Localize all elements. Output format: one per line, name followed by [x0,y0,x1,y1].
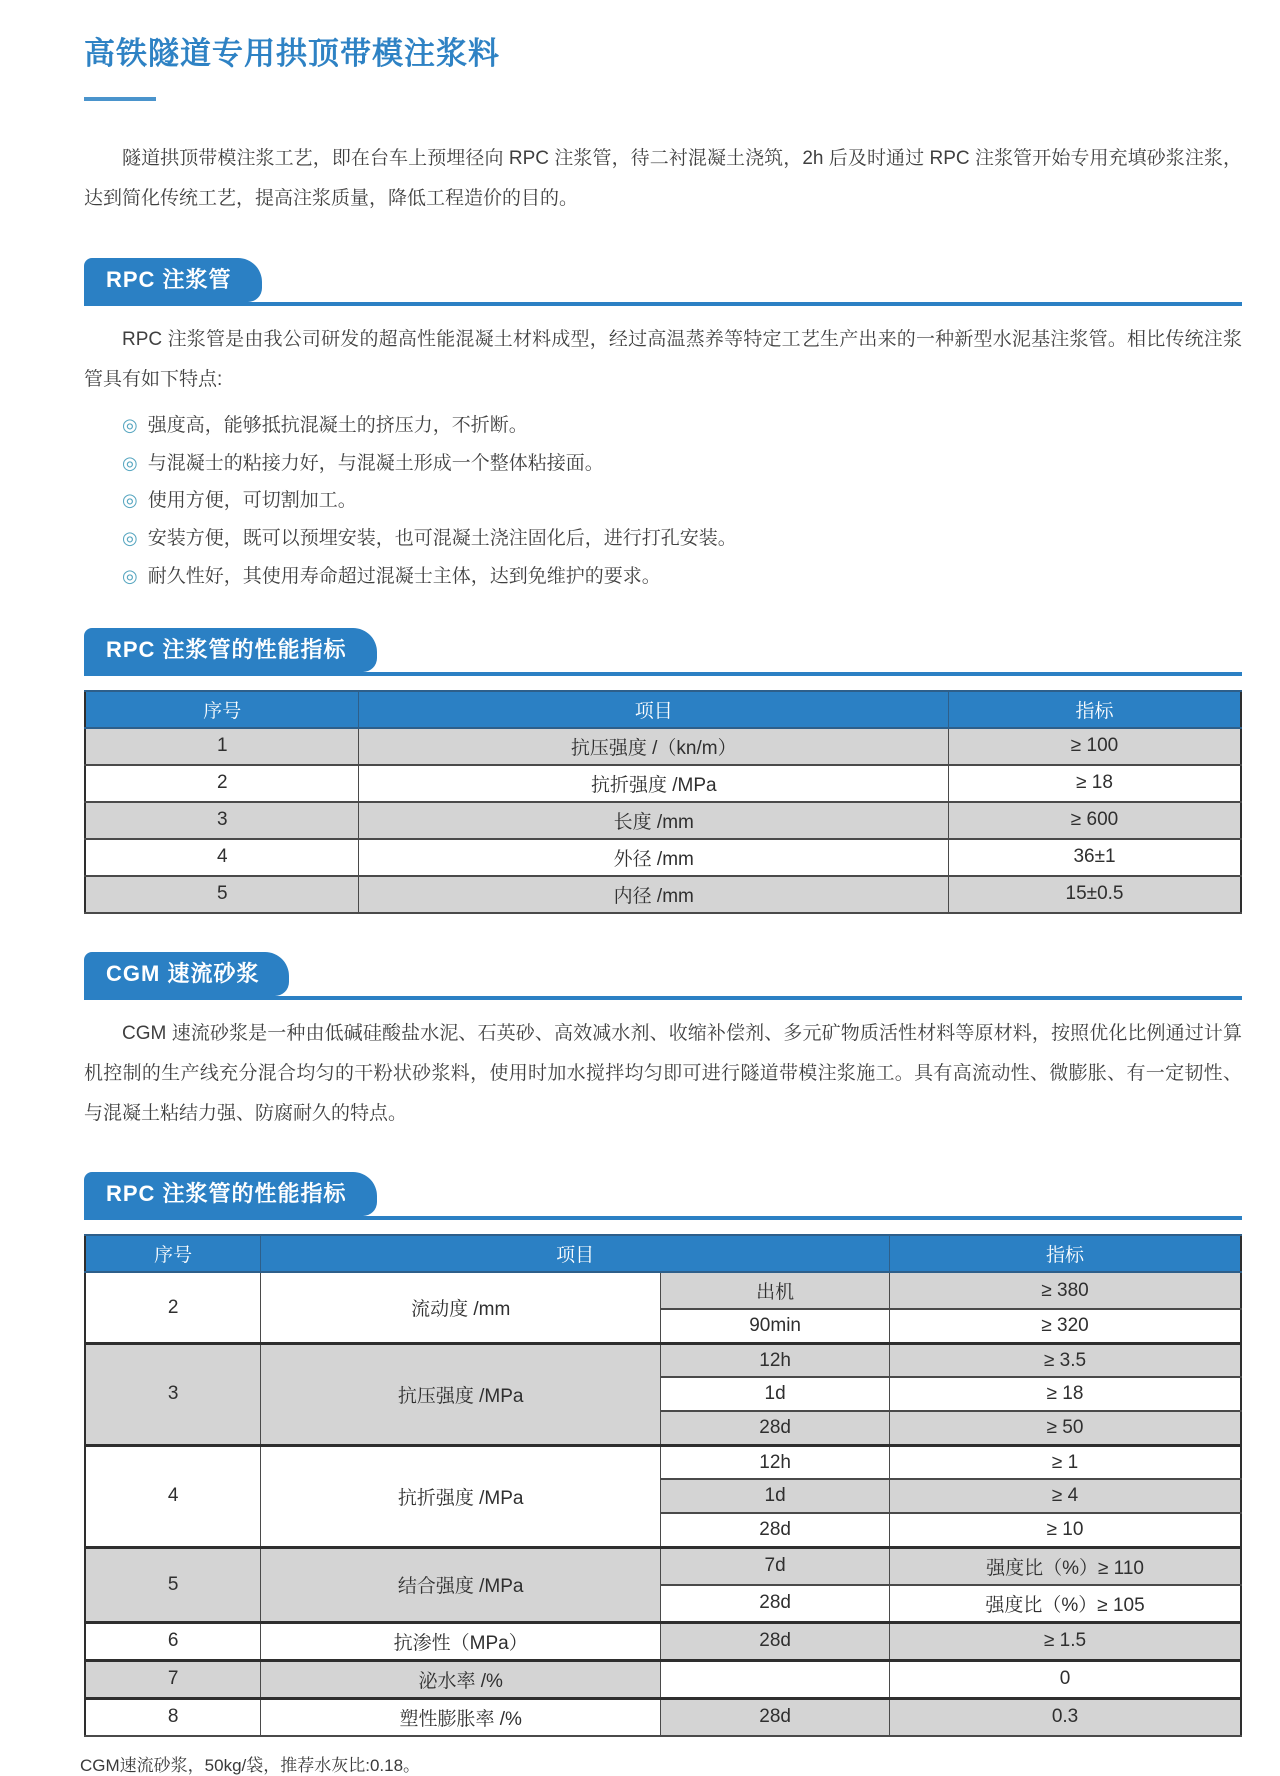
section-head-rpc-table [84,628,1242,676]
header-cell-value: 指标 [949,691,1241,728]
cell-age: 28d [661,1513,890,1547]
cell-age: 出机 [661,1272,890,1309]
cell-no: 5 [85,1547,261,1622]
cell-value: ≥ 100 [949,728,1241,765]
feature-text: 使用方便，可切割加工。 [147,490,357,512]
cell-value: ≥ 10 [890,1513,1241,1547]
section-banner-cgm: CGM 速流砂浆 [84,952,289,996]
cell-no: 1 [85,728,359,765]
table-header-row [85,1235,1241,1272]
cgm-description: CGM 速流砂浆是一种由低碱硅酸盐水泥、石英砂、高效减水剂、收缩补偿剂、多元矿物质活性材料等原材料，按照优化比例通过计算机控制的生产线充分混合均匀的干粉状砂浆料，使用时加水搅拌均匀即可进行隧道带模注浆施工。具有高流动性、微膨胀、有一定韧性、与混凝土粘结力强、防腐耐久的特点。 [84,1022,1242,1125]
header-cell-item: 项目 [261,1235,890,1272]
cell-value: ≥ 380 [890,1272,1241,1309]
table-row [85,802,1241,839]
cell-item: 抗折强度 /MPa [261,1445,661,1547]
table-row [85,728,1241,765]
cell-age: 28d [661,1622,890,1660]
section-banner-cgm-table: RPC 注浆管的性能指标 [84,1172,377,1216]
cell-no: 8 [85,1698,261,1736]
cell-value: ≥ 320 [890,1309,1241,1343]
cell-age: 90min [661,1309,890,1343]
cell-age: 7d [661,1547,890,1585]
table-header-row [85,691,1241,728]
table-row [85,1445,1241,1479]
cell-item: 抗压强度 /（kn/m） [359,728,949,765]
section-head-cgm-table [84,1172,1242,1220]
cell-no: 6 [85,1622,261,1660]
intro-paragraph: 隧道拱顶带模注浆工艺，即在台车上预埋径向 RPC 注浆管，待二衬混凝土浇筑，2h 后及时通过 RPC 注浆管开始专用充填砂浆注浆，达到简化传统工艺，提高注浆质量，降低工程造价的目的。 [84,148,1242,210]
table-row [85,1272,1241,1309]
feature-text: 安装方便，既可以预埋安装，也可混凝土浇注固化后，进行打孔安装。 [147,528,737,550]
cell-value: ≥ 600 [949,802,1241,839]
cell-age: 28d [661,1698,890,1736]
section-banner-rpc-table: RPC 注浆管的性能指标 [84,628,377,672]
cell-value: ≥ 1.5 [890,1622,1241,1660]
table-row [85,1622,1241,1660]
cell-value: 0.3 [890,1698,1241,1736]
title-underline [84,97,156,101]
cell-value: 0 [890,1660,1241,1698]
cell-no: 7 [85,1660,261,1698]
section-head-cgm [84,952,1242,1000]
cell-value: 强度比（%）≥ 105 [890,1585,1241,1623]
table-row [85,1698,1241,1736]
section-head-rpc-pipe [84,258,1242,306]
bullet-icon: ◎ [122,452,138,473]
page-title: 高铁隧道专用拱顶带模注浆料 [84,36,500,71]
table-row [85,765,1241,802]
cell-value: ≥ 1 [890,1445,1241,1479]
cell-item: 内径 /mm [359,876,949,913]
feature-item [122,565,1242,590]
cgm-performance-table [84,1234,1242,1737]
feature-item [122,414,1242,439]
feature-text: 强度高，能够抵抗混凝土的挤压力，不折断。 [147,415,528,437]
rpc-performance-table [84,690,1242,914]
feature-list [122,414,1242,589]
table-row [85,839,1241,876]
cell-value: ≥ 3.5 [890,1343,1241,1377]
cell-no: 5 [85,876,359,913]
cell-value: ≥ 50 [890,1411,1241,1445]
cell-age: 12h [661,1343,890,1377]
table-row [85,1343,1241,1377]
header-cell-no: 序号 [85,1235,261,1272]
cell-age [661,1660,890,1698]
header-cell-value: 指标 [890,1235,1241,1272]
feature-item [122,527,1242,552]
bullet-icon: ◎ [122,415,138,436]
cell-value: 15±0.5 [949,876,1241,913]
cell-item: 抗折强度 /MPa [359,765,949,802]
bullet-icon: ◎ [122,490,138,511]
cell-age: 1d [661,1479,890,1513]
cell-age: 12h [661,1445,890,1479]
feature-item [122,452,1242,477]
cell-value: ≥ 18 [890,1377,1241,1411]
rpc-description: RPC 注浆管是由我公司研发的超高性能混凝土材料成型，经过高温蒸养等特定工艺生产出来的一种新型水泥基注浆管。相比传统注浆管具有如下特点: [84,328,1242,390]
cell-value: 强度比（%）≥ 110 [890,1547,1241,1585]
bullet-icon: ◎ [122,528,138,549]
bullet-icon: ◎ [122,565,138,586]
cell-item: 外径 /mm [359,839,949,876]
feature-text: 与混凝士的粘接力好，与混凝土形成一个整体粘接面。 [147,452,604,474]
cell-value: ≥ 18 [949,765,1241,802]
cell-item: 抗压强度 /MPa [261,1343,661,1445]
cell-age: 28d [661,1411,890,1445]
cell-item: 泌水率 /% [261,1660,661,1698]
table-row [85,1660,1241,1698]
header-cell-no: 序号 [85,691,359,728]
cell-age: 28d [661,1585,890,1623]
cell-item: 结合强度 /MPa [261,1547,661,1622]
table-row [85,1547,1241,1585]
feature-text: 耐久性好，其使用寿命超过混凝士主体，达到免维护的要求。 [147,565,661,587]
cell-no: 2 [85,765,359,802]
cell-age: 1d [661,1377,890,1411]
footer-note: CGM速流砂浆，50kg/袋，推荐水灰比:0.18。 [80,1755,421,1775]
document-page [80,0,1242,1776]
cell-item: 抗渗性（MPa） [261,1622,661,1660]
cell-no: 3 [85,1343,261,1445]
cell-item: 塑性膨胀率 /% [261,1698,661,1736]
cell-no: 4 [85,1445,261,1547]
cell-no: 3 [85,802,359,839]
cell-value: 36±1 [949,839,1241,876]
cell-value: ≥ 4 [890,1479,1241,1513]
section-banner-rpc-pipe: RPC 注浆管 [84,258,262,302]
header-cell-item: 项目 [359,691,949,728]
cell-item: 流动度 /mm [261,1272,661,1343]
table-row [85,876,1241,913]
cell-no: 2 [85,1272,261,1343]
feature-item [122,489,1242,514]
cell-no: 4 [85,839,359,876]
cell-item: 长度 /mm [359,802,949,839]
